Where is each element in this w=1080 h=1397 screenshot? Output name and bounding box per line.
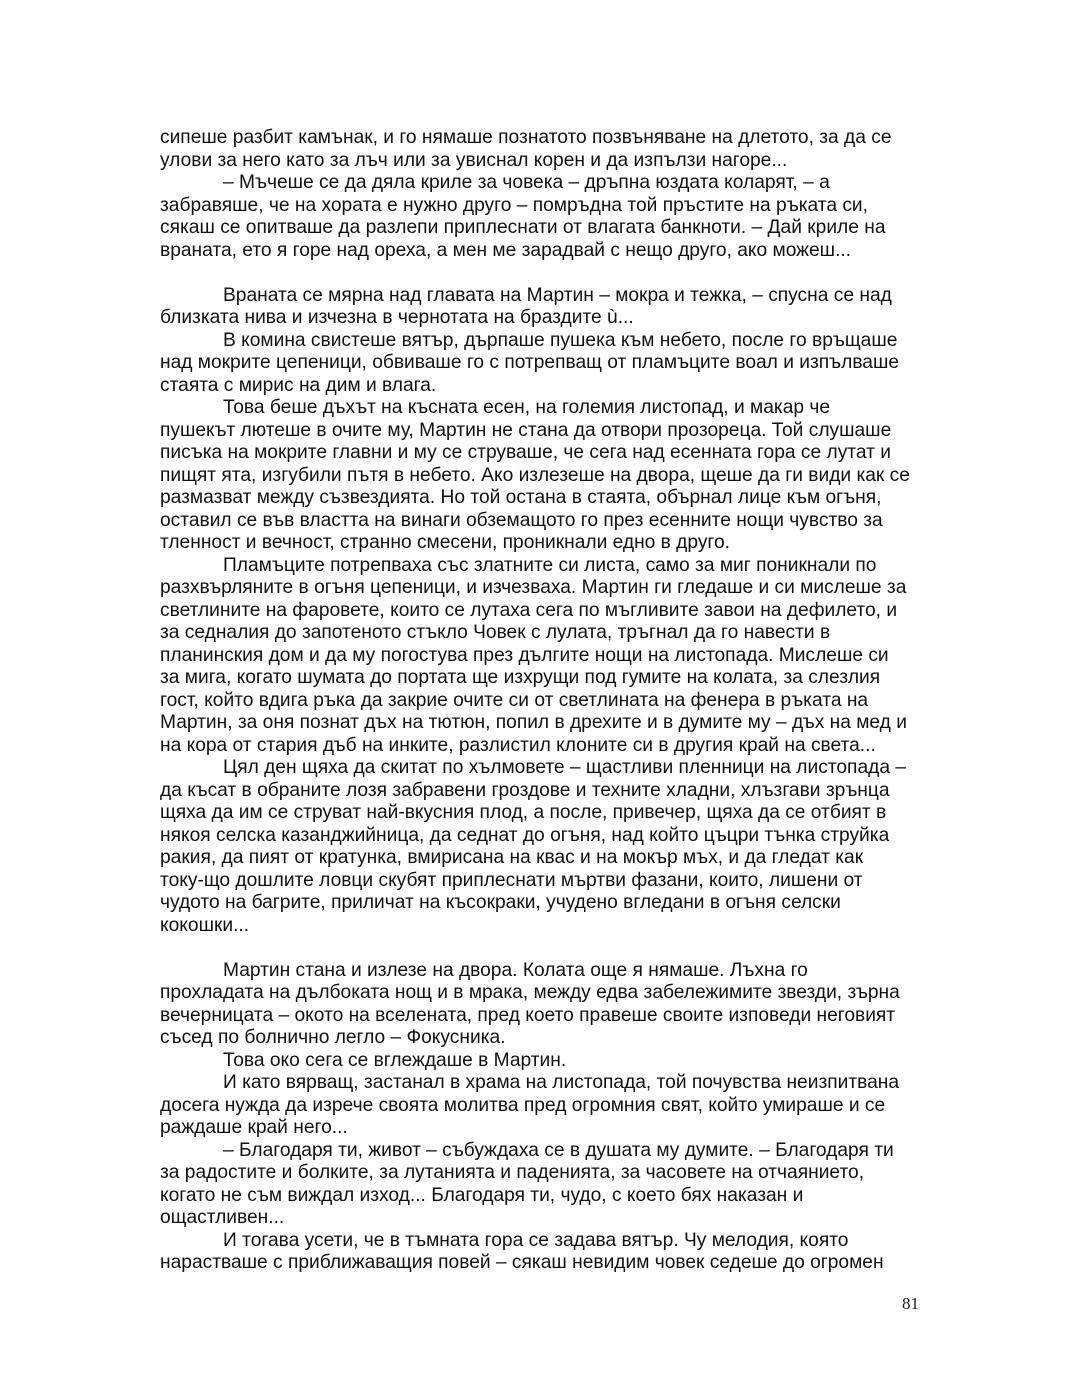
paragraph <box>160 397 930 555</box>
text-line: тленност и вечност, странно смесени, проникнали едно в друго. <box>160 532 731 553</box>
text-line: ракия, да пият от кратунка, вмирисана на квас и на мокър мъх, и да гледат как <box>160 847 864 868</box>
text-line: щяха да им се струват най-вкусния плод, а после, привечер, щяха да се отбият в <box>160 802 887 823</box>
text-line: Мартин стана и излезе на двора. Колата още я нямаше. Лъхна го <box>223 959 808 981</box>
text-line: за мига, когато шумата до портата ще изхрущи под гумите на колата, за слезлия <box>160 667 881 688</box>
paragraph <box>160 1072 930 1140</box>
text-line: съсед по болнично легло – Фокусника. <box>160 1027 506 1048</box>
text-line: някоя селска казанджийница, да седнат до огъня, над който цъцри тънка струйка <box>160 824 890 846</box>
text-line: Мартин, за оня познат дъх на тютюн, попил в дрехите и в думите му – дъх на мед и <box>160 712 907 733</box>
text-line: кокошки... <box>160 914 250 936</box>
text-line: пушекът лютеше в очите му, Мартин не стана да отвори прозореца. Той слушаше <box>160 419 892 441</box>
text-line: – Мъчеше се да дяла криле за човека – дръпна юздата коларят, – а <box>223 172 830 193</box>
text-line: Това око сега се вглеждаше в Мартин. <box>223 1049 567 1071</box>
paragraph-gap <box>160 937 930 960</box>
text-line: – Благодаря ти, живот – събуждаха се в душата му думите. – Благодаря ти <box>223 1139 894 1161</box>
text-line: И тогава усети, че в тъмната гора се задава вятър. Чу мелодия, която <box>223 1229 849 1251</box>
text-line: В комина свистеше вятър, дърпаше пушека към небето, после го връщаше <box>223 329 898 351</box>
paragraph <box>160 285 930 330</box>
text-line: размазват между съзвездията. Но той остана в стаята, обърнал лице към огъня, <box>160 487 882 508</box>
text-line: разхвърляните в огъня цепеници, и изчезваха. Мартин ги гледаше и си мислеше за <box>160 577 907 598</box>
text-line: ощастливен... <box>160 1207 285 1228</box>
text-line: на кора от стария дъб на инките, разлистил клоните си в другия край на света... <box>160 734 876 756</box>
text-line: Цял ден щяха да скитат по хълмовете – щастливи пленници на листопада – <box>223 757 906 778</box>
text-line: писъка на мокрите главни и му се струваше, че сега над есенната гора се лутат и <box>160 442 891 463</box>
text-line: когато не съм виждал изход... Благодаря ти, чудо, с което бях наказан и <box>160 1184 804 1206</box>
paragraph <box>160 1140 930 1230</box>
text-line: Враната се мярна над главата на Мартин – мокра и тежка, – спусна се над <box>223 284 892 306</box>
text-line: Това беше дъхът на късната есен, на големия листопад, и макар че <box>223 397 831 418</box>
paragraph <box>160 330 930 398</box>
text-line: И като вярващ, застанал в храма на листопада, той почувства неизпитвана <box>223 1072 900 1093</box>
text-line: близката нива и изчезна в чернотата на браздите ù... <box>160 307 634 328</box>
text-line: пищят ята, изгубили пътя в небето. Ако излезеше на двора, щеше да ги види как се <box>160 464 910 486</box>
text-line: враната, ето я горе над ореха, а мен ме зарадвай с нещо друго, ако можеш... <box>160 239 852 261</box>
text-line: за седналия до запотеното стъкло Човек с лулата, тръгнал да го навести в <box>160 622 831 643</box>
text-line: забравяше, че на хората е нужно друго – помръдна той пръстите на ръката си, <box>160 194 868 216</box>
text-line: нарастваше с приближаващия повей – сякаш невидим човек седеше до огромен <box>160 1252 884 1273</box>
paragraph <box>160 172 930 262</box>
paragraph <box>160 1050 930 1073</box>
text-line: да късат в обраните лозя забравени гроздове и техните хладни, хлъзгави зрънца <box>160 779 890 801</box>
paragraph-gap <box>160 262 930 285</box>
paragraph <box>160 960 930 1050</box>
text-line: Пламъците потрепваха със златните си листа, само за миг поникнали по <box>223 554 877 576</box>
text-line: току-що дошлите ловци скубят приплеснати мъртви фазани, които, лишени от <box>160 869 863 891</box>
text-line: оставил се във властта на винаги обземащото го през есенните нощи чувство за <box>160 509 883 531</box>
text-line: досега нужда да изрече своята молитва пред огромния свят, който умираше и се <box>160 1094 886 1116</box>
paragraph <box>160 757 930 937</box>
text-line: планинския дом и да му погостува през дългите нощи на листопада. Мислеше си <box>160 644 889 666</box>
text-line: стаята с мирис на дим и влага. <box>160 374 437 396</box>
text-line: улови за него като за лъч или за увиснал корен и да изпълзи нагоре... <box>160 149 788 171</box>
text-line: сипеше разбит камънак, и го нямаше познатото позвъняване на длетото, за да се <box>160 127 892 148</box>
text-line: раждаше край него... <box>160 1117 348 1138</box>
text-line: сякаш се опитваше да разлепи приплеснати от влагата банкноти. – Дай криле на <box>160 217 886 238</box>
text-line: прохладата на дълбоката нощ и в мрака, между едва забележимите звезди, зърна <box>160 982 900 1003</box>
text-line: чудото на багрите, приличат на късокраки, учудено вгледани в огъня селски <box>160 892 841 913</box>
paragraph <box>160 555 930 758</box>
text-line: гост, който вдига ръка да закрие очите си от светлината на фенера в ръката на <box>160 689 869 711</box>
paragraph <box>160 127 930 172</box>
page-text <box>160 127 930 1275</box>
text-line: над мокрите цепеници, обвиваше го с потрепващ от пламъците воал и изпълваше <box>160 352 900 373</box>
text-line: вечерницата – окото на вселената, пред което правеше своите изповеди неговият <box>160 1004 896 1026</box>
paragraph <box>160 1230 930 1275</box>
page-number: 81 <box>902 1294 919 1313</box>
text-line: за радостите и болките, за лутанията и паденията, за часовете на отчаянието, <box>160 1162 865 1183</box>
text-line: светлините на фаровете, които се лутаха сега по мъгливите завои на дефилето, и <box>160 599 898 621</box>
